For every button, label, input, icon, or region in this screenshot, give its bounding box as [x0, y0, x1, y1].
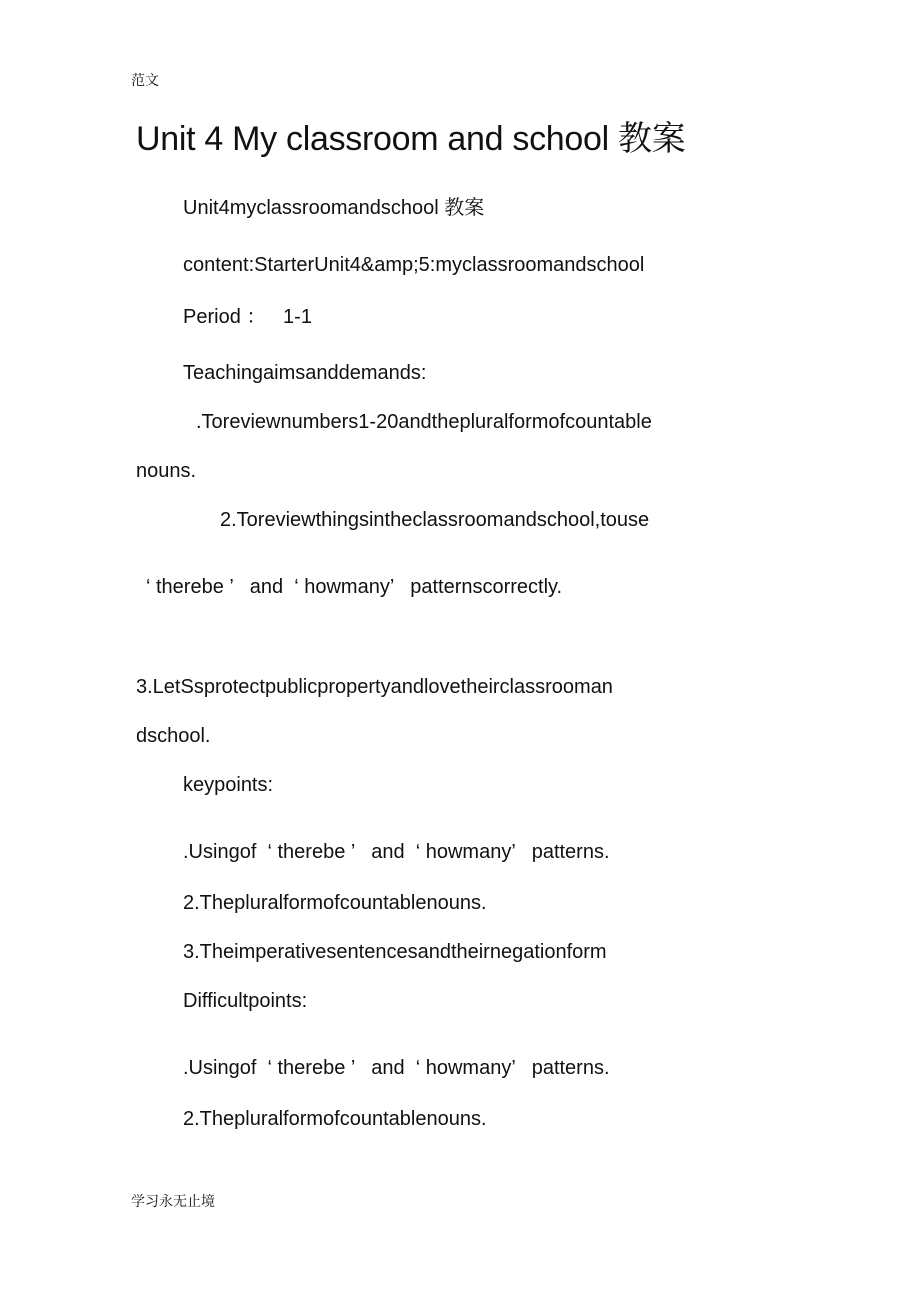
aim-2-line: 2.Toreviewthingsintheclassroomandschool,touse — [220, 509, 650, 531]
aim-2-continuation: ‘ therebe ’ and ‘ howmany’ patternscorrectly. — [146, 576, 563, 598]
aims-heading: Teachingaimsanddemands: — [183, 362, 427, 384]
document-title: Unit 4 My classroom and school 教案 — [136, 120, 686, 158]
keypoint-2: 2.Thepluralformofcountablenouns. — [183, 892, 487, 914]
subtitle-line: Unit4myclassroomandschool 教案 — [183, 197, 485, 219]
aim-1-line: .Toreviewnumbers1-20andthepluralformofcountable — [196, 411, 652, 433]
difficult-heading: Difficultpoints: — [183, 990, 308, 1012]
difficult-point-2: 2.Thepluralformofcountablenouns. — [183, 1108, 487, 1130]
keypoint-3: 3.Theimperativesentencesandtheirnegationform — [183, 941, 607, 963]
period-line: Period ： 1-1 — [183, 306, 312, 328]
aim-1-continuation: nouns. — [136, 460, 197, 482]
keypoints-heading: keypoints: — [183, 774, 274, 796]
page-footer: 学习永无止境 — [131, 1194, 215, 1210]
keypoint-1: .Usingof ‘ therebe ’ and ‘ howmany’ patterns. — [183, 841, 610, 863]
aim-3-continuation: dschool. — [136, 725, 211, 747]
aim-3-line: 3.LetSsprotectpublicpropertyandlovetheirclassrooman — [136, 676, 613, 698]
page-header: 范文 — [131, 73, 159, 89]
content-line: content:StarterUnit4&amp;5:myclassroomandschool — [183, 254, 645, 276]
difficult-point-1: .Usingof ‘ therebe ’ and ‘ howmany’ patterns. — [183, 1057, 610, 1079]
